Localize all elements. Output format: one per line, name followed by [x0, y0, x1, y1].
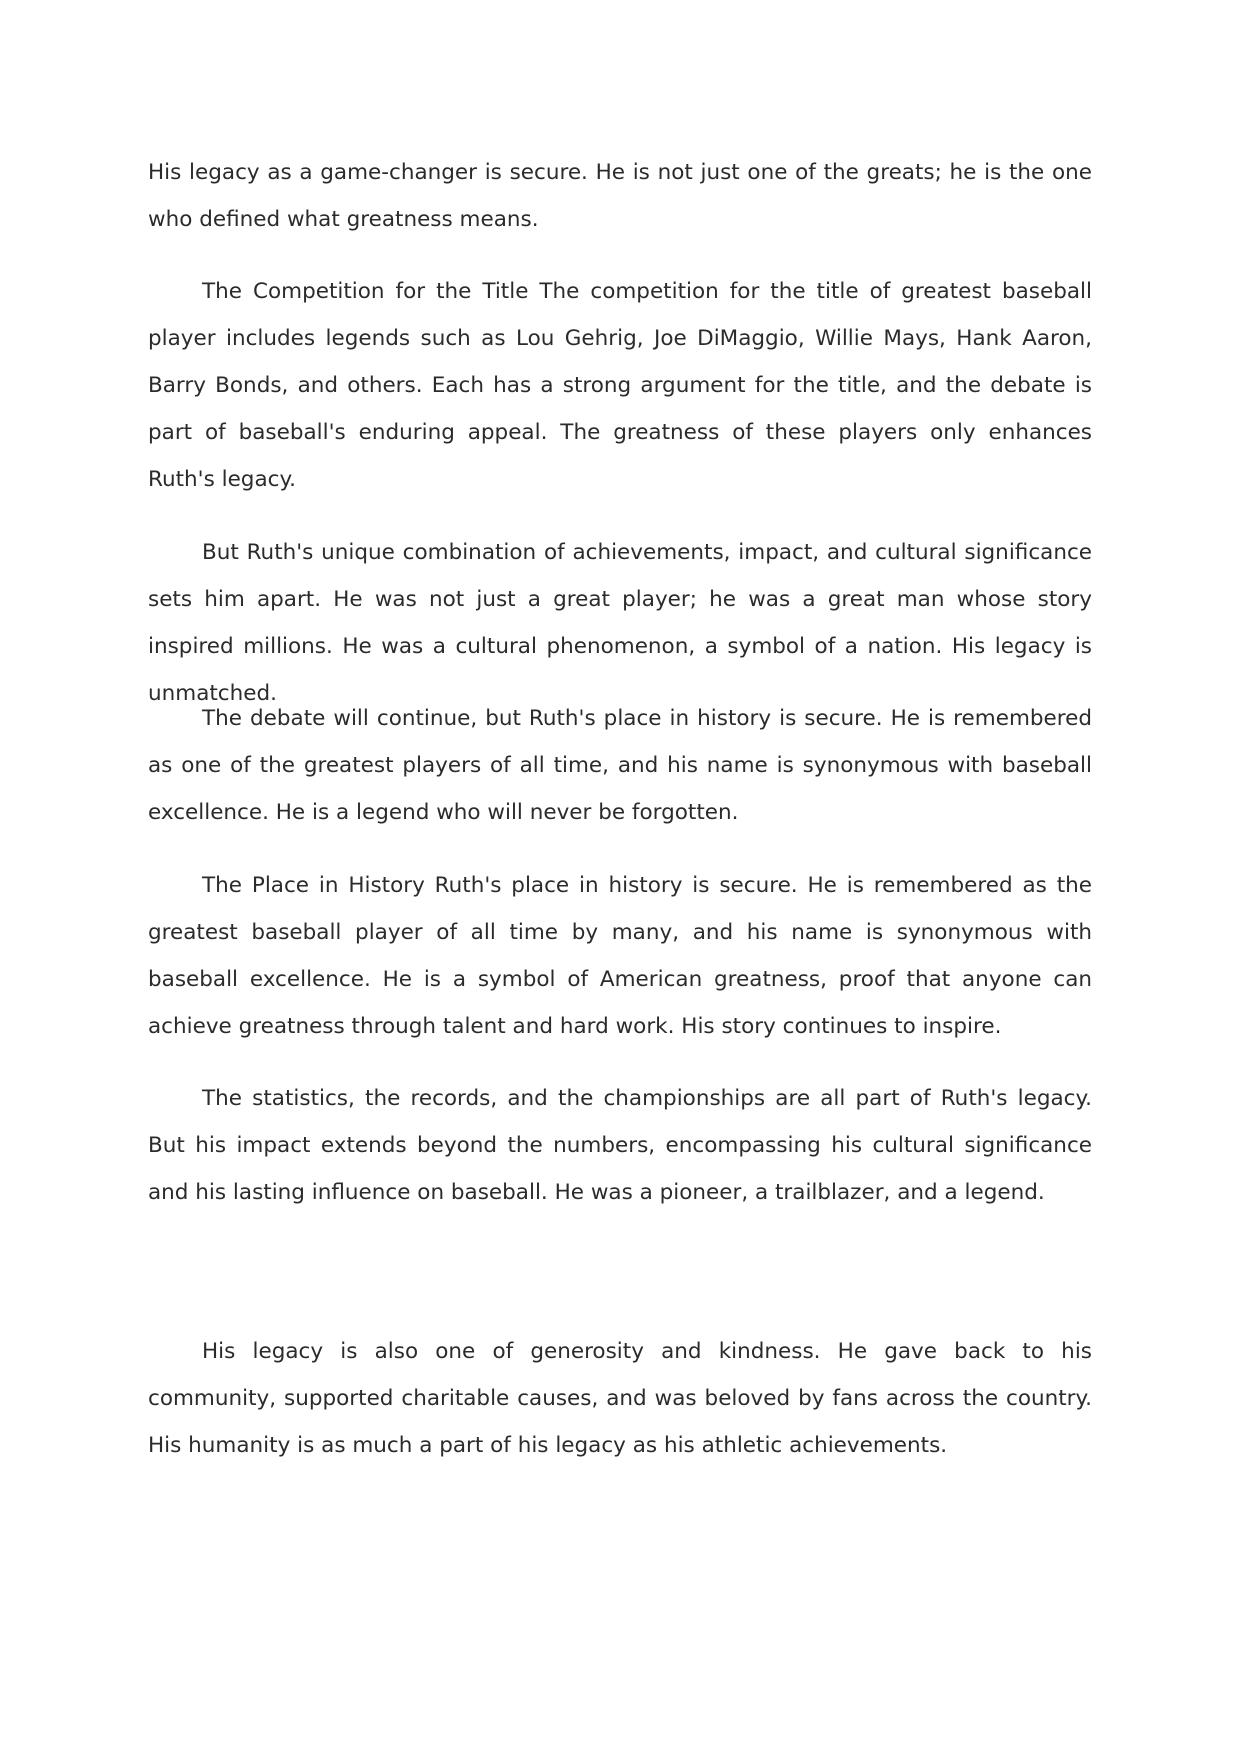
paragraph-continued [148, 149, 1092, 243]
paragraph-text: The Place in History Ruth's place in history is secure. He is remembered as the greatest baseball player of all time by many, and his name is synonymous with baseball excellence. He is a symbol of American greatness, proof that anyone can achieve greatness through talent and hard work. His story continues to inspire. [148, 873, 1092, 1039]
paragraph-text: The debate will continue, but Ruth's place in history is secure. He is remembered as one of the greatest players of all time, and his name is synonymous with baseball excellence. He is a legend who will never be forgotten. [148, 706, 1092, 825]
paragraph-text: His legacy is also one of generosity and kindness. He gave back to his community, supported charitable causes, and was beloved by fans across the country. His humanity is as much a part of his legacy as his athletic achievements. [148, 1339, 1092, 1458]
paragraph-generosity-kindness [148, 1328, 1092, 1469]
paragraph-debate-continues [148, 695, 1092, 836]
paragraph-unique-combination [148, 529, 1092, 717]
paragraph-text: The Competition for the Title The competition for the title of greatest baseball player includes legends such as Lou Gehrig, Joe DiMaggio, Willie Mays, Hank Aaron, Barry Bonds, and others. Each has a strong argument for the title, and the debate is part of baseball's enduring appeal. The greatness of these players only enhances Ruth's legacy. [148, 279, 1092, 492]
paragraph-competition-for-title [148, 268, 1092, 503]
paragraph-text: But Ruth's unique combination of achievements, impact, and cultural significance sets him apart. He was not just a great player; he was a great man whose story inspired millions. He was a cultural phenomenon, a symbol of a nation. His legacy is unmatched. [148, 540, 1092, 706]
paragraph-statistics-records [148, 1075, 1092, 1216]
paragraph-place-in-history [148, 862, 1092, 1050]
paragraph-text: The statistics, the records, and the championships are all part of Ruth's legacy. But his impact extends beyond the numbers, encompassing his cultural significance and his lasting influence on baseball. He was a pioneer, a trailblazer, and a legend. [148, 1086, 1092, 1205]
paragraph-text: His legacy as a game-changer is secure. He is not just one of the greats; he is the one who defined what greatness means. [148, 160, 1092, 232]
